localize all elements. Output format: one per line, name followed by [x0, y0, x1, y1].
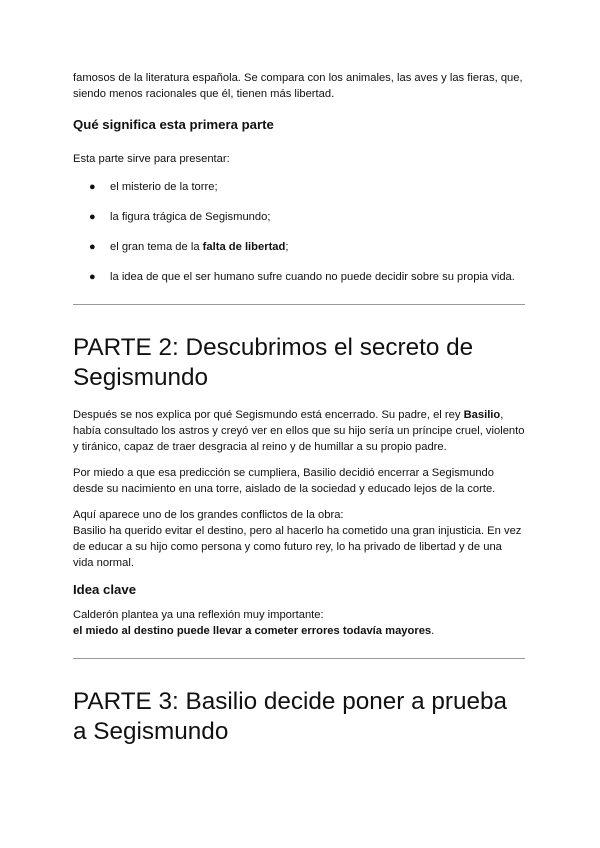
- divider: [73, 658, 525, 659]
- bold-phrase: falta de libertad: [202, 241, 286, 253]
- bullet-icon: ●: [89, 181, 96, 193]
- divider: [73, 304, 525, 305]
- section-heading: Qué significa esta primera parte: [73, 117, 274, 132]
- list-item: ● la figura trágica de Segismundo;: [89, 211, 271, 223]
- bullet-icon: ●: [89, 271, 96, 283]
- section-lead: Esta parte sirve para presentar:: [73, 153, 230, 165]
- bold-name: Basilio: [463, 409, 501, 421]
- list-item: ● la idea de que el ser humano sufre cuando no puede decidir sobre su propia vida.: [89, 271, 515, 283]
- list-item: ● el gran tema de la falta de libertad;: [89, 241, 289, 253]
- intro-paragraph: famosos de la literatura española. Se compara con los animales, las aves y las fieras, que, siendo menos racionales que él, tienen más libertad.: [73, 72, 523, 100]
- idea-heading: Idea clave: [73, 582, 137, 597]
- part2-paragraph-2: Por miedo a que esa predicción se cumpliera, Basilio decidió encerrar a Segismundo desde su nacimiento en una torre, aislado de la sociedad y educado lejos de la corte.: [73, 467, 496, 495]
- bullet-list: [73, 179, 525, 285]
- part2-title: PARTE 2: Descubrimos el secreto de Segismundo: [73, 334, 474, 391]
- part2-paragraph-3: Aquí aparece uno de los grandes conflictos de la obra: Basilio ha querido evitar el destino, pero al hacerlo ha cometido una gran injusticia. En vez de educar a su hijo como persona y como futuro rey, lo ha privado de libertad y de una vida normal.: [73, 509, 522, 569]
- bullet-icon: ●: [89, 241, 96, 253]
- bullet-icon: ●: [89, 211, 96, 223]
- bold-phrase: el miedo al destino puede llevar a cometer errores todavía mayores: [73, 625, 432, 637]
- list-item: ● el misterio de la torre;: [89, 181, 218, 193]
- document-page: [73, 70, 525, 747]
- part2-paragraph-1: Después se nos explica por qué Segismundo está encerrado. Su padre, el rey Basilio, había consultado los astros y creyó ver en ellos que su hijo sería un príncipe cruel, violento y tiránico, capaz de traer desgracia al reino y de humillar a su propio padre.: [73, 409, 525, 453]
- idea-paragraph: Calderón plantea ya una reflexión muy importante: el miedo al destino puede llevar a cometer errores todavía mayores.: [73, 609, 435, 637]
- part3-title: PARTE 3: Basilio decide poner a prueba a Segismundo: [73, 688, 508, 745]
